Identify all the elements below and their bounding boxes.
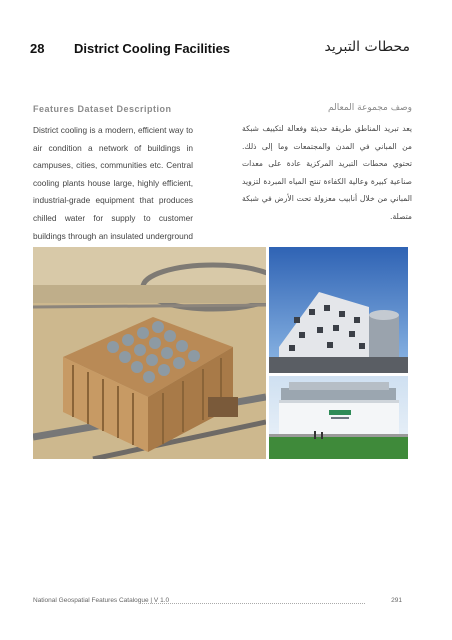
header-title: District Cooling Facilities — [74, 41, 231, 56]
footer-divider — [140, 597, 365, 604]
section-heading: Features Dataset Description — [33, 104, 172, 114]
header-title-arabic: محطات التبريد — [324, 39, 410, 55]
cooling-plant-aerial-photo — [33, 247, 266, 459]
description-english: District cooling is a modern, efficient way to air condition a network of buildings in campuses, cities, communities etc. Central cooling plants house large, highly efficient, industrial-grade equipment that produces chilled water for supply to customer buildings through an insulated underground — [33, 125, 193, 241]
section-heading-arabic: وصف مجموعة المعالم — [328, 103, 412, 113]
description-arabic: يعد تبريد المناطق طريقة حديثة وفعالة لتكييف شبكة من المباني في المدن والمجتمعات وما إلى ذلك. تحتوي محطات التبريد المركزية عادة على معدات صناعية كبيرة وعالية الكفاءة تنتج المياه المبردة لتزويد المباني من خلال أنابيب معزولة تحت الأرض في شبكة متصلة. — [242, 124, 412, 221]
modern-cooling-building-photo — [269, 247, 408, 373]
footer-catalogue-label: National Geospatial Features Catalogue | V 1.0 — [33, 597, 170, 604]
cooling-plant-lawn-photo — [269, 376, 408, 459]
footer-page-number: 291 — [391, 597, 402, 604]
header-page-number: 28 — [30, 41, 45, 56]
